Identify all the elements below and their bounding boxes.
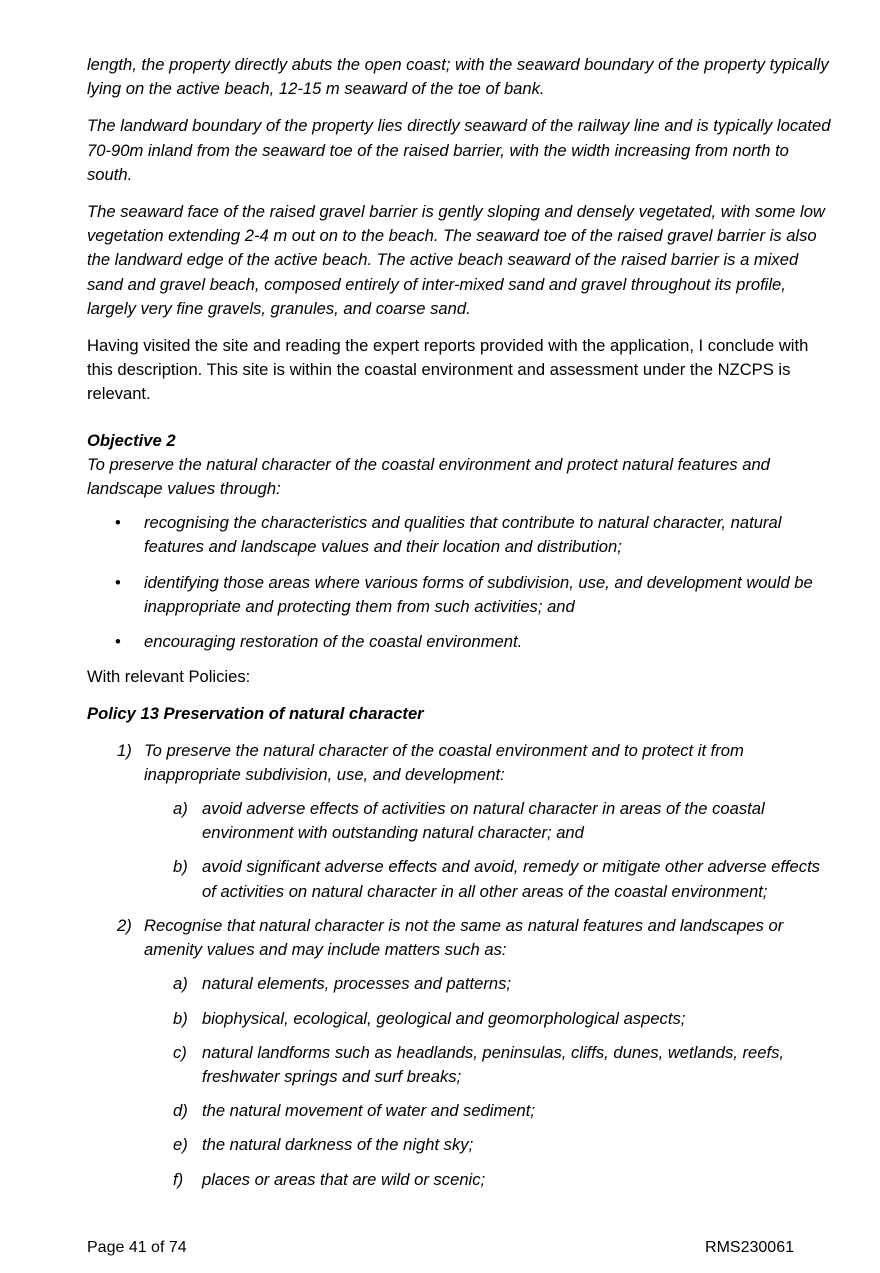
document-page: [87, 53, 837, 1202]
policy-section: [87, 702, 837, 1191]
bullet-text: recognising the characteristics and qualities that contribute to natural character, natural features and landscape values and their location and distribution;: [144, 513, 782, 557]
list-item-text: Recognise that natural character is not the same as natural features and landscapes or amenity values and may include matters such as:: [144, 915, 784, 960]
list-item: [144, 797, 837, 845]
list-item-text: natural elements, processes and patterns;: [202, 974, 512, 994]
list-marker: a): [173, 799, 188, 819]
list-marker: 1): [117, 740, 132, 760]
bullet-icon: •: [115, 513, 121, 533]
list-item: [144, 1099, 837, 1123]
list-item: [87, 914, 837, 1192]
bullet-icon: •: [115, 632, 121, 652]
list-item-text: avoid significant adverse effects and avoid, remedy or mitigate other adverse effects of activities on natural character in all other areas of the coastal environment;: [202, 857, 820, 901]
policies-intro: With relevant Policies:: [87, 667, 251, 687]
page-number: Page 41 of 74: [87, 1239, 187, 1256]
list-item: [144, 855, 837, 903]
list-marker: f): [173, 1169, 184, 1189]
list-marker: a): [173, 974, 188, 994]
list-item-text: biophysical, ecological, geological and geomorphological aspects;: [202, 1008, 686, 1028]
paragraph-conclusion: Having visited the site and reading the expert reports provided with the application, I conclude with this description. This site is within the coastal environment and assessment under the NZCPS is relevant.: [87, 336, 809, 404]
list-item-text: the natural movement of water and sediment;: [202, 1101, 535, 1121]
list-marker: b): [173, 1008, 188, 1028]
sub-list: [144, 972, 837, 1191]
list-marker: b): [173, 857, 188, 877]
list-item: [144, 1133, 837, 1157]
paragraph-landward-boundary: The landward boundary of the property lies directly seaward of the railway line and is typically located 70-90m inland from the seaward toe of the raised barrier, with the width increasing from north to south.: [87, 116, 831, 184]
document-reference: RMS230061: [705, 1239, 794, 1256]
bullet-icon: •: [115, 572, 121, 592]
policy-numbered-list: [87, 739, 837, 1192]
objective-intro: To preserve the natural character of the coastal environment and protect natural features and landscape values through:: [87, 454, 770, 499]
list-item: [87, 630, 837, 654]
list-item-text: places or areas that are wild or scenic;: [202, 1169, 486, 1189]
list-marker: 2): [117, 915, 132, 935]
list-item-text: natural landforms such as headlands, peninsulas, cliffs, dunes, wetlands, reefs, freshwater springs and surf breaks;: [202, 1042, 785, 1086]
objective-section: [87, 429, 837, 655]
list-item: [87, 739, 837, 904]
objective-bullet-list: [87, 511, 837, 654]
list-marker: e): [173, 1135, 188, 1155]
paragraph-seaward-face: The seaward face of the raised gravel barrier is gently sloping and densely vegetated, with some low vegetation extending 2-4 m out on to the beach. The seaward toe of the raised gravel barrier is also the landward edge of the active beach. The active beach seaward of the raised barrier is a mixed sand and gravel beach, composed entirely of inter-mixed sand and gravel throughout its profile, largely very fine gravels, granules, and coarse sand.: [87, 202, 825, 318]
policy-heading: Policy 13 Preservation of natural character: [87, 704, 424, 724]
list-item: [144, 1041, 837, 1089]
list-item-text: the natural darkness of the night sky;: [202, 1135, 474, 1155]
list-marker: d): [173, 1101, 188, 1121]
list-item: [144, 972, 837, 996]
paragraph-property-boundary: length, the property directly abuts the open coast; with the seaward boundary of the property typically lying on the active beach, 12-15 m seaward of the toe of bank.: [87, 55, 829, 99]
bullet-text: identifying those areas where various forms of subdivision, use, and development would be inappropriate and protecting them from such activities; and: [144, 572, 813, 616]
list-item-text: avoid adverse effects of activities on natural character in areas of the coastal environment with outstanding natural character; and: [202, 799, 765, 843]
objective-heading: Objective 2: [87, 430, 176, 450]
list-marker: c): [173, 1042, 187, 1062]
list-item: [144, 1168, 837, 1192]
list-item: [144, 1007, 837, 1031]
list-item-text: To preserve the natural character of the coastal environment and to protect it from inappropriate subdivision, use, and development:: [144, 740, 744, 784]
list-item: [87, 571, 837, 619]
sub-list: [144, 797, 837, 904]
list-item: [87, 511, 837, 559]
bullet-text: encouraging restoration of the coastal environment.: [144, 632, 523, 652]
